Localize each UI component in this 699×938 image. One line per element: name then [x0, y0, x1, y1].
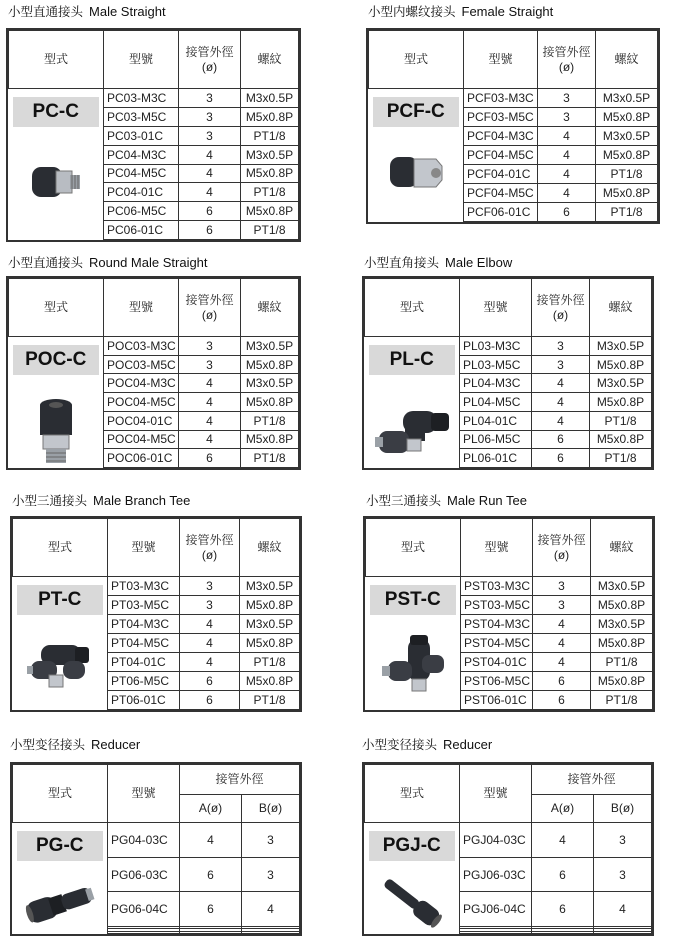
- a-cell: 6: [532, 857, 594, 892]
- section-title-pl-c: 小型直角接头 Male Elbow: [364, 255, 513, 270]
- thread-cell: PT1/8: [591, 653, 653, 672]
- header-tube: 接管外徑 (ø): [533, 519, 591, 577]
- tube-cell: 3: [179, 355, 241, 374]
- thread-cell: PT1/8: [596, 165, 658, 184]
- header-thread: 螺紋: [241, 31, 299, 89]
- thread-cell: M3x0.5P: [241, 145, 299, 164]
- tube-cell: 6: [538, 203, 596, 222]
- model-cell: PCF04-M5C: [464, 184, 538, 203]
- thread-cell: M5x0.8P: [240, 634, 300, 653]
- model-cell: PT04-01C: [108, 653, 180, 672]
- tube-cell: 4: [538, 165, 596, 184]
- model-cell: PC03-M5C: [104, 107, 179, 126]
- thread-cell: M3x0.5P: [591, 577, 653, 596]
- thread-cell: M3x0.5P: [596, 89, 658, 108]
- header-thread: 螺紋: [591, 519, 653, 577]
- tube-cell: 4: [180, 634, 240, 653]
- model-cell: POC04-01C: [104, 411, 179, 430]
- tube-cell: 3: [179, 89, 241, 108]
- model-cell: PG06-04C: [108, 892, 180, 927]
- thread-cell: M5x0.8P: [591, 634, 653, 653]
- model-cell: PT06-M5C: [108, 672, 180, 691]
- header-tube: 接管外徑 (ø): [179, 31, 241, 89]
- round-male-straight-fitting-icon: [31, 395, 81, 467]
- model-cell: PL04-M3C: [460, 374, 532, 393]
- tube-cell: 3: [538, 89, 596, 108]
- header-style: 型式: [9, 279, 104, 337]
- section-title-pc-c: 小型直通接头 Male Straight: [8, 4, 166, 19]
- header-style: 型式: [13, 765, 108, 823]
- thread-cell: PT1/8: [241, 449, 299, 468]
- model-cell: PCF04-M5C: [464, 146, 538, 165]
- tube-cell: 3: [179, 337, 241, 356]
- a-cell: [532, 931, 594, 933]
- tube-cell: 3: [532, 355, 590, 374]
- model-cell: PCF04-M3C: [464, 127, 538, 146]
- tube-cell: 3: [179, 126, 241, 145]
- header-style: 型式: [369, 31, 464, 89]
- product-cell: [365, 823, 460, 934]
- header-style: 型式: [365, 279, 460, 337]
- header-tube: 接管外徑: [180, 765, 300, 795]
- tube-cell: 6: [179, 202, 241, 221]
- model-cell: PCF04-01C: [464, 165, 538, 184]
- header-thread: 螺紋: [240, 519, 300, 577]
- header-b: B(ø): [242, 795, 300, 823]
- tube-cell: 3: [180, 596, 240, 615]
- model-cell: POC04-M5C: [104, 430, 179, 449]
- tube-cell: 4: [180, 653, 240, 672]
- model-cell: PC06-01C: [104, 221, 179, 240]
- thread-cell: PT1/8: [241, 183, 299, 202]
- thread-cell: M5x0.8P: [590, 393, 652, 412]
- section-title-pgj-c: 小型变径接头 Reducer: [362, 737, 493, 752]
- a-cell: 6: [180, 857, 242, 892]
- model-cell: PC04-M3C: [104, 145, 179, 164]
- male-run-tee-fitting-icon: [378, 635, 448, 695]
- thread-cell: M5x0.8P: [241, 393, 299, 412]
- model-cell: [460, 931, 532, 933]
- tube-cell: 4: [179, 183, 241, 202]
- product-code-badge: PC-C: [13, 97, 100, 127]
- spec-table-pg-c: [10, 762, 302, 936]
- b-cell: [242, 931, 300, 933]
- header-style: 型式: [365, 765, 460, 823]
- tube-cell: 4: [179, 430, 241, 449]
- tube-cell: 4: [532, 393, 590, 412]
- a-cell: 6: [532, 892, 594, 927]
- thread-cell: M5x0.8P: [590, 430, 652, 449]
- spec-table-pst-c: [363, 516, 655, 712]
- model-cell: PCF03-M5C: [464, 108, 538, 127]
- header-tube: 接管外徑 (ø): [532, 279, 590, 337]
- model-cell: POC03-M5C: [104, 355, 179, 374]
- b-cell: 3: [242, 823, 300, 858]
- section-title-pg-c: 小型变径接头 Reducer: [10, 737, 141, 752]
- model-cell: POC04-M5C: [104, 393, 179, 412]
- tube-cell: 4: [180, 615, 240, 634]
- header-model: 型號: [461, 519, 533, 577]
- model-cell: PL03-M5C: [460, 355, 532, 374]
- header-tube: 接管外徑 (ø): [538, 31, 596, 89]
- header-model: 型號: [460, 279, 532, 337]
- header-thread: 螺紋: [590, 279, 652, 337]
- thread-cell: PT1/8: [590, 449, 652, 468]
- tube-cell: 6: [179, 221, 241, 240]
- tube-cell: 3: [538, 108, 596, 127]
- model-cell: PGJ06-04C: [460, 892, 532, 927]
- tube-cell: 3: [533, 577, 591, 596]
- section-title-pt-c: 小型三通接头 Male Branch Tee: [12, 493, 191, 508]
- thread-cell: M3x0.5P: [240, 577, 300, 596]
- reducer-plug-fitting-icon: [377, 871, 447, 933]
- reducer-fitting-icon: [22, 879, 98, 927]
- model-cell: POC03-M3C: [104, 337, 179, 356]
- model-cell: PL04-M5C: [460, 393, 532, 412]
- male-branch-tee-fitting-icon: [27, 637, 93, 693]
- thread-cell: M5x0.8P: [596, 108, 658, 127]
- thread-cell: M5x0.8P: [591, 672, 653, 691]
- spec-table-poc-c: [6, 276, 301, 470]
- header-model: 型號: [104, 31, 179, 89]
- tube-cell: 4: [179, 145, 241, 164]
- male-elbow-fitting-icon: [373, 401, 451, 461]
- product-code-badge: PGJ-C: [369, 831, 456, 861]
- thread-cell: PT1/8: [241, 126, 299, 145]
- thread-cell: M5x0.8P: [240, 596, 300, 615]
- model-cell: PL03-M3C: [460, 337, 532, 356]
- product-code-badge: PL-C: [369, 345, 456, 375]
- thread-cell: M5x0.8P: [241, 355, 299, 374]
- tube-cell: 3: [180, 577, 240, 596]
- tube-cell: 3: [179, 107, 241, 126]
- model-cell: PCF03-M3C: [464, 89, 538, 108]
- tube-cell: 6: [179, 449, 241, 468]
- model-cell: PC06-M5C: [104, 202, 179, 221]
- tube-cell: 4: [179, 411, 241, 430]
- thread-cell: PT1/8: [590, 411, 652, 430]
- spec-table-pt-c: [10, 516, 302, 712]
- model-cell: PST04-M3C: [461, 615, 533, 634]
- spec-table-pgj-c: [362, 762, 654, 936]
- header-model: 型號: [108, 765, 180, 823]
- header-style: 型式: [366, 519, 461, 577]
- header-model: 型號: [104, 279, 179, 337]
- tube-cell: 6: [180, 672, 240, 691]
- model-cell: PST04-M5C: [461, 634, 533, 653]
- header-style: 型式: [13, 519, 108, 577]
- header-thread: 螺紋: [241, 279, 299, 337]
- header-model: 型號: [108, 519, 180, 577]
- tube-cell: 4: [532, 374, 590, 393]
- product-cell: [13, 823, 108, 934]
- product-code-badge: PG-C: [17, 831, 104, 861]
- spec-table-pc-c: [6, 28, 301, 242]
- tube-cell: 4: [538, 146, 596, 165]
- thread-cell: M3x0.5P: [591, 615, 653, 634]
- b-cell: 4: [242, 892, 300, 927]
- thread-cell: M3x0.5P: [241, 374, 299, 393]
- tube-cell: 4: [533, 634, 591, 653]
- model-cell: PT06-01C: [108, 691, 180, 710]
- tube-cell: 6: [533, 672, 591, 691]
- section-title-pcf-c: 小型内螺纹接头 Female Straight: [368, 4, 554, 19]
- section-title-pst-c: 小型三通接头 Male Run Tee: [366, 493, 527, 508]
- tube-cell: 4: [533, 615, 591, 634]
- a-cell: 4: [532, 823, 594, 858]
- model-cell: PC03-01C: [104, 126, 179, 145]
- thread-cell: M3x0.5P: [240, 615, 300, 634]
- header-thread: 螺紋: [596, 31, 658, 89]
- thread-cell: M3x0.5P: [596, 127, 658, 146]
- model-cell: PL06-M5C: [460, 430, 532, 449]
- thread-cell: PT1/8: [596, 203, 658, 222]
- model-cell: PT03-M5C: [108, 596, 180, 615]
- a-cell: 6: [180, 892, 242, 927]
- model-cell: PGJ06-03C: [460, 857, 532, 892]
- thread-cell: M3x0.5P: [241, 89, 299, 108]
- product-cell: [369, 89, 464, 222]
- model-cell: [108, 931, 180, 933]
- product-cell: [9, 337, 104, 468]
- header-b: B(ø): [594, 795, 652, 823]
- thread-cell: M3x0.5P: [590, 337, 652, 356]
- thread-cell: M5x0.8P: [596, 184, 658, 203]
- model-cell: POC06-01C: [104, 449, 179, 468]
- model-cell: PL04-01C: [460, 411, 532, 430]
- spec-table-pl-c: [362, 276, 654, 470]
- model-cell: PST04-01C: [461, 653, 533, 672]
- thread-cell: PT1/8: [241, 221, 299, 240]
- tube-cell: 4: [538, 127, 596, 146]
- model-cell: PCF06-01C: [464, 203, 538, 222]
- tube-cell: 6: [532, 449, 590, 468]
- product-cell: [366, 577, 461, 710]
- model-cell: PC04-M5C: [104, 164, 179, 183]
- header-a: A(ø): [180, 795, 242, 823]
- header-tube: 接管外徑: [532, 765, 652, 795]
- header-model: 型號: [460, 765, 532, 823]
- product-code-badge: POC-C: [13, 345, 100, 375]
- tube-cell: 4: [538, 184, 596, 203]
- model-cell: PC04-01C: [104, 183, 179, 202]
- model-cell: PT03-M3C: [108, 577, 180, 596]
- tube-cell: 3: [533, 596, 591, 615]
- thread-cell: PT1/8: [240, 691, 300, 710]
- header-tube: 接管外徑 (ø): [180, 519, 240, 577]
- thread-cell: M5x0.8P: [591, 596, 653, 615]
- male-straight-fitting-icon: [26, 159, 86, 209]
- thread-cell: M5x0.8P: [241, 202, 299, 221]
- model-cell: PC03-M3C: [104, 89, 179, 108]
- thread-cell: PT1/8: [241, 411, 299, 430]
- a-cell: 4: [180, 823, 242, 858]
- thread-cell: M5x0.8P: [596, 146, 658, 165]
- model-cell: PG04-03C: [108, 823, 180, 858]
- product-cell: [13, 577, 108, 710]
- header-style: 型式: [9, 31, 104, 89]
- b-cell: 4: [594, 892, 652, 927]
- model-cell: PT04-M5C: [108, 634, 180, 653]
- thread-cell: PT1/8: [591, 691, 653, 710]
- thread-cell: M3x0.5P: [590, 374, 652, 393]
- model-cell: PG06-03C: [108, 857, 180, 892]
- header-a: A(ø): [532, 795, 594, 823]
- header-tube: 接管外徑 (ø): [179, 279, 241, 337]
- thread-cell: M3x0.5P: [241, 337, 299, 356]
- spec-table-pcf-c: [366, 28, 660, 224]
- tube-cell: 4: [179, 164, 241, 183]
- female-straight-fitting-icon: [386, 149, 446, 199]
- a-cell: [180, 931, 242, 933]
- thread-cell: M5x0.8P: [241, 164, 299, 183]
- tube-cell: 4: [179, 393, 241, 412]
- tube-cell: 6: [533, 691, 591, 710]
- section-title-poc-c: 小型直通接头 Round Male Straight: [8, 255, 208, 270]
- thread-cell: M5x0.8P: [241, 107, 299, 126]
- model-cell: PST06-01C: [461, 691, 533, 710]
- thread-cell: M5x0.8P: [241, 430, 299, 449]
- b-cell: 3: [242, 857, 300, 892]
- model-cell: PST06-M5C: [461, 672, 533, 691]
- header-model: 型號: [464, 31, 538, 89]
- thread-cell: M5x0.8P: [590, 355, 652, 374]
- product-cell: [9, 89, 104, 240]
- model-cell: PST03-M5C: [461, 596, 533, 615]
- model-cell: PT04-M3C: [108, 615, 180, 634]
- model-cell: PST03-M3C: [461, 577, 533, 596]
- product-code-badge: PT-C: [17, 585, 104, 615]
- b-cell: 3: [594, 823, 652, 858]
- product-cell: [365, 337, 460, 468]
- tube-cell: 4: [533, 653, 591, 672]
- product-code-badge: PCF-C: [373, 97, 460, 127]
- model-cell: PGJ04-03C: [460, 823, 532, 858]
- tube-cell: 3: [532, 337, 590, 356]
- tube-cell: 6: [180, 691, 240, 710]
- product-code-badge: PST-C: [370, 585, 457, 615]
- tube-cell: 6: [532, 430, 590, 449]
- b-cell: [594, 931, 652, 933]
- b-cell: 3: [594, 857, 652, 892]
- thread-cell: PT1/8: [240, 653, 300, 672]
- thread-cell: M5x0.8P: [240, 672, 300, 691]
- tube-cell: 4: [532, 411, 590, 430]
- model-cell: POC04-M3C: [104, 374, 179, 393]
- model-cell: PL06-01C: [460, 449, 532, 468]
- tube-cell: 4: [179, 374, 241, 393]
